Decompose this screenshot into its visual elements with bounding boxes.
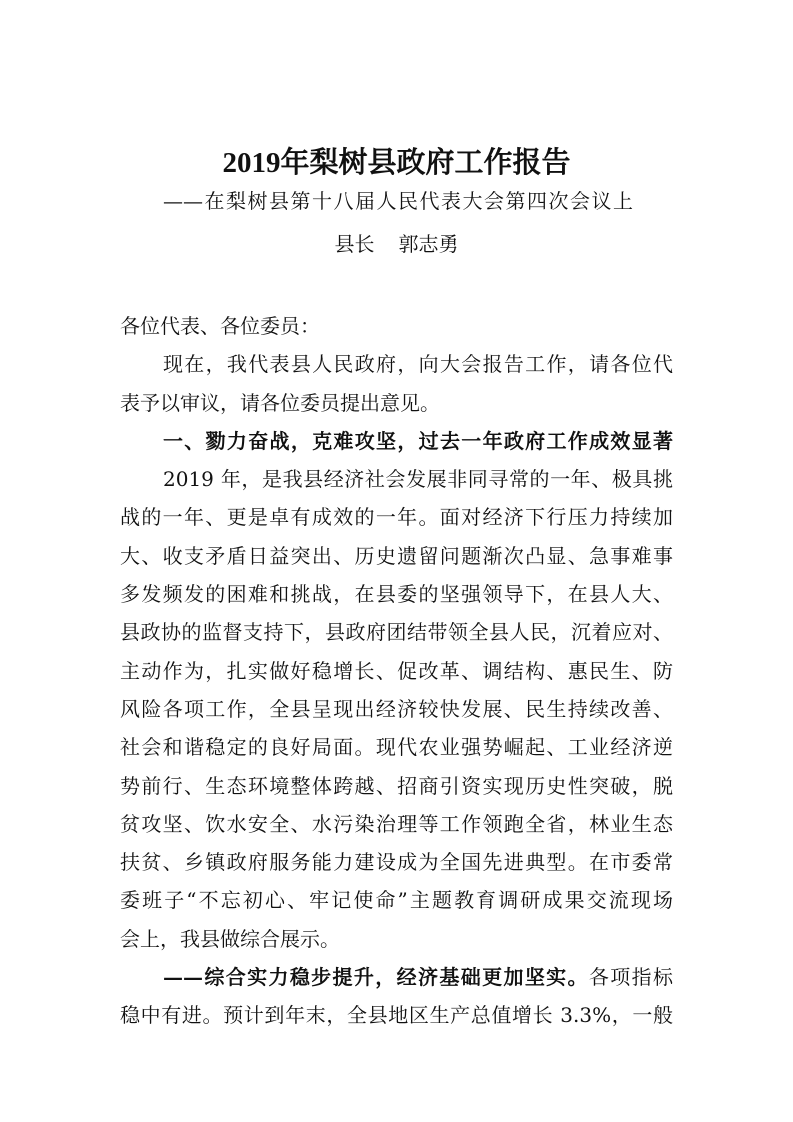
paragraph-line: 县政协的监督支持下，县政府团结带领全县人民，沉着应对、 xyxy=(120,620,673,645)
para2-line xyxy=(120,958,673,996)
intro-line: 表予以审议，请各位委员提出意见。 xyxy=(120,390,440,415)
paragraph-line: 扶贫、乡镇政府服务能力建设成为全国先进典型。在市委常 xyxy=(120,850,673,875)
paragraph-line: 大、收支矛盾日益突出、历史遗留问题渐次凸显、急事难事 xyxy=(120,543,673,568)
paragraph-line: 社会和谐稳定的良好局面。现代农业强势崛起、工业经济逆 xyxy=(120,735,673,760)
paragraph-line: 风险各项工作，全县呈现出经济较快发展、民生持续改善、 xyxy=(120,696,673,721)
greeting: 各位代表、各位委员： xyxy=(120,314,320,338)
document-body xyxy=(120,307,673,1035)
document-subtitle: ——在梨树县第十八届人民代表大会第四次会议上 xyxy=(163,189,633,213)
author-line xyxy=(0,228,793,257)
paragraph-line: 2019 年，是我县经济社会发展非同寻常的一年、极具挑 xyxy=(163,467,673,492)
paragraph-line: 会上，我县做综合展示。 xyxy=(120,926,340,951)
section-heading: 一、勠力奋战，克难攻坚，过去一年政府工作成效显著 xyxy=(163,428,673,453)
para2-bold-lead: ——综合实力稳步提升，经济基础更加坚实。 xyxy=(163,965,589,990)
para2-line: 稳中有进。预计到年末，全县地区生产总值增长 3.3%，一般 xyxy=(120,1003,673,1028)
author-name: 郭志勇 xyxy=(398,232,459,256)
paragraph-line: 主动作为，扎实做好稳增长、促改革、调结构、惠民生、防 xyxy=(120,658,673,683)
para2-text: 各项指标 xyxy=(588,965,674,990)
document-title: 2019年梨树县政府工作报告 xyxy=(222,147,571,179)
paragraph-line: 多发频发的困难和挑战，在县委的坚强领导下，在县人大、 xyxy=(120,582,673,607)
paragraph-line: 委班子“不忘初心、牢记使命”主题教育调研成果交流现场 xyxy=(120,888,673,913)
paragraph-1 xyxy=(120,460,673,958)
paragraph-line: 战的一年、更是卓有成效的一年。面对经济下行压力持续加 xyxy=(120,505,673,530)
paragraph-line: 势前行、生态环境整体跨越、招商引资实现历史性突破，脱 xyxy=(120,773,673,798)
intro-line: 现在，我代表县人民政府，向大会报告工作，请各位代 xyxy=(163,352,673,377)
author-role: 县长 xyxy=(334,232,375,256)
paragraph-line: 贫攻坚、饮水安全、水污染治理等工作领跑全省，林业生态 xyxy=(120,811,673,836)
